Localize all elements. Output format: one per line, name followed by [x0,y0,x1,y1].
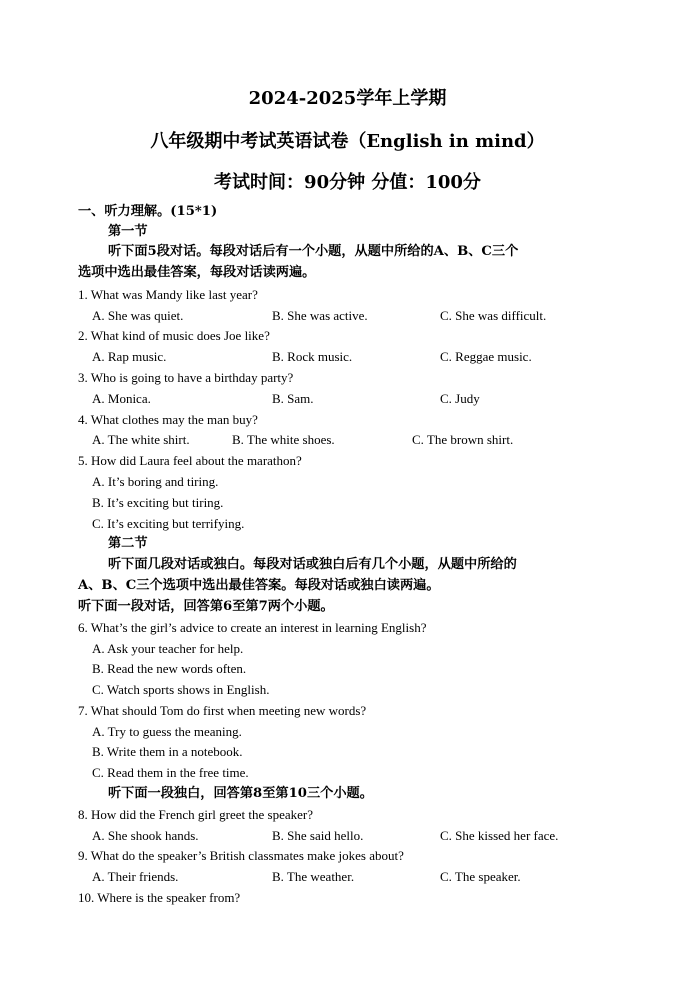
q8-option-a: A. She shook hands. [92,828,199,843]
q1-option-c: C. She was difficult. [440,308,547,323]
section-heading: 一、听力理解。(15*1) [78,204,218,219]
q2-option-a: A. Rap music. [92,349,167,364]
q2-option-c: C. Reggae music. [440,349,532,364]
q1-option-a: A. She was quiet. [92,308,184,323]
q7-option-b: B. Write them in a notebook. [92,744,243,759]
exam-time-score: 考试时间：90分钟 分值：100分 [214,172,481,193]
q2-option-b: B. Rock music. [272,349,353,364]
question-6: 6. What’s the girl’s advice to create an interest in learning English? [78,620,427,635]
question-4: 4. What clothes may the man buy? [78,412,258,427]
exam-year-title: 2024-2025学年上学期 [248,88,447,109]
question-8: 8. How did the French girl greet the speaker? [78,807,314,822]
q6-option-b: B. Read the new words often. [92,661,247,676]
q9-option-b: B. The weather. [272,869,355,884]
part2-instruction: 听下面几段对话或独白。每段对话或独白后有几个小题，从题中所给的 [108,557,517,572]
q3-option-b: B. Sam. [272,391,314,406]
q5-option-b: B. It’s exciting but tiring. [92,495,224,510]
question-10: 10. Where is the speaker from? [78,890,241,905]
part2-label: 第二节 [108,536,148,551]
question-9: 9. What do the speaker’s British classmates make jokes about? [78,848,404,863]
q7-option-a: A. Try to guess the meaning. [92,724,242,739]
part1-label: 第一节 [108,224,148,239]
q4-option-b: B. The white shoes. [232,432,335,447]
q4-option-c: C. The brown shirt. [412,432,514,447]
question-7: 7. What should Tom do first when meeting new words? [78,703,367,718]
q1-option-b: B. She was active. [272,308,368,323]
q5-option-c: C. It’s exciting but terrifying. [92,516,245,531]
q6-option-c: C. Watch sports shows in English. [92,682,270,697]
exam-title: 八年级期中考试英语试卷（English in mind） [150,131,545,152]
question-5: 5. How did Laura feel about the marathon? [78,453,302,468]
q5-option-a: A. It’s boring and tiring. [92,474,219,489]
question-3: 3. Who is going to have a birthday party? [78,370,294,385]
q9-option-c: C. The speaker. [440,869,521,884]
part1-instruction: 听下面5段对话。每段对话后有一个小题，从题中所给的A、B、C三个 [108,244,519,259]
question-2: 2. What kind of music does Joe like? [78,328,270,343]
part2-sub-instruction-2: 听下面一段独白，回答第8至第10三个小题。 [108,786,373,801]
q9-option-a: A. Their friends. [92,869,179,884]
q4-option-a: A. The white shirt. [92,432,190,447]
q3-option-a: A. Monica. [92,391,151,406]
part2-instruction-cont: A、B、C三个选项中选出最佳答案。每段对话或独白读两遍。 [78,578,440,593]
q8-option-c: C. She kissed her face. [440,828,559,843]
part2-sub-instruction-1: 听下面一段对话，回答第6至第7两个小题。 [78,599,334,614]
question-1: 1. What was Mandy like last year? [78,287,258,302]
q3-option-c: C. Judy [440,391,480,406]
q8-option-b: B. She said hello. [272,828,364,843]
q7-option-c: C. Read them in the free time. [92,765,249,780]
q6-option-a: A. Ask your teacher for help. [92,641,244,656]
part1-instruction-cont: 选项中选出最佳答案，每段对话读两遍。 [78,265,316,280]
